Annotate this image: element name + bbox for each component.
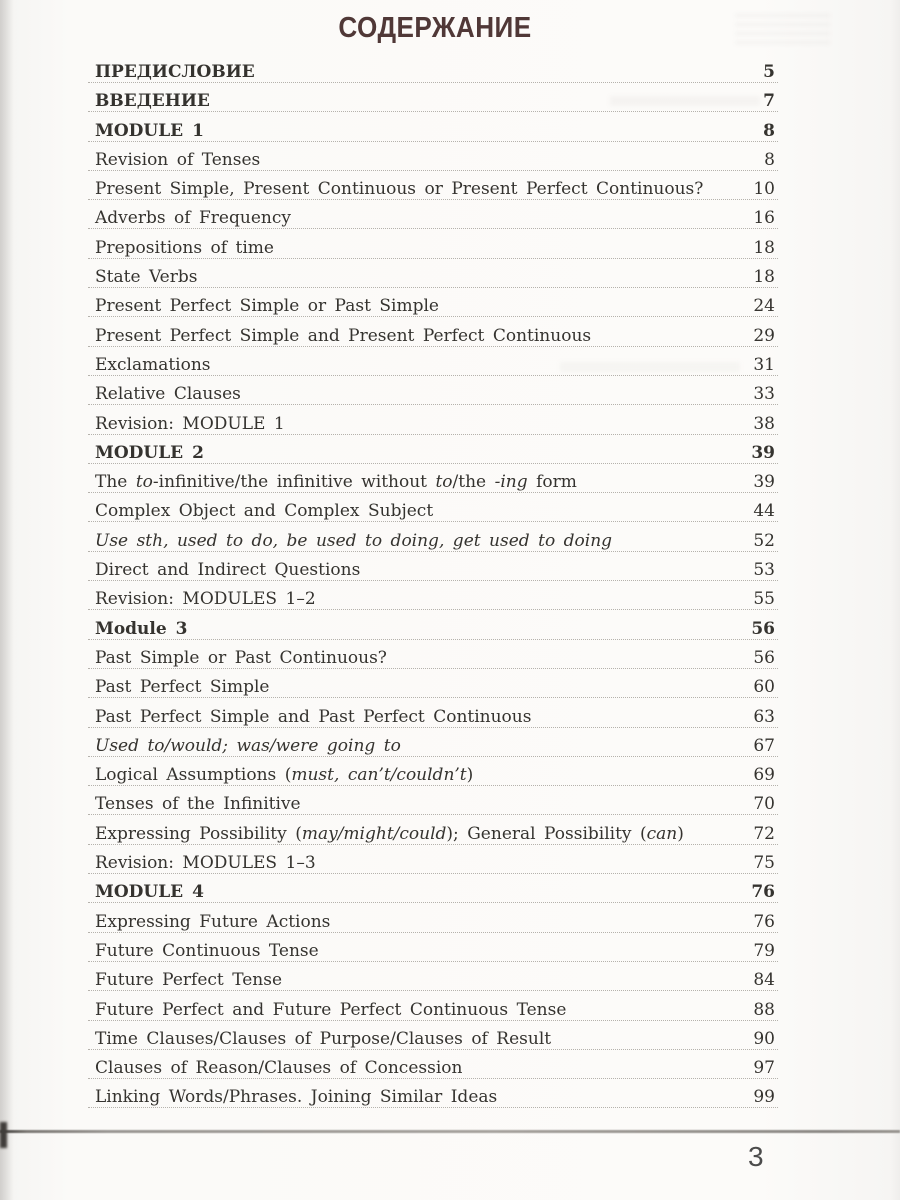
toc-entry-label: Revision: MODULES 1–3 [95, 853, 316, 874]
toc-entry [95, 941, 775, 970]
toc-entry [95, 648, 775, 677]
toc-entry [95, 736, 775, 765]
scan-bleedthrough-artifact [735, 14, 830, 46]
toc-entry-label: Module 3 [95, 618, 188, 639]
toc-entry-label: Clauses of Reason/Clauses of Concession [95, 1058, 463, 1079]
toc-entry [95, 1087, 775, 1116]
toc-entry-page-number: 76 [751, 882, 775, 903]
toc-entry-page-number: 39 [753, 472, 775, 493]
toc-entry-page-number: 5 [763, 62, 775, 82]
toc-entry-page-number: 76 [753, 911, 775, 932]
toc-entry-page-number: 7 [763, 91, 775, 112]
toc-entry-label: Use sth, used to do, be used to doing, get used to doing [95, 530, 613, 551]
toc-entry-page-number: 38 [753, 413, 775, 434]
toc-entry-label: Linking Words/Phrases. Joining Similar Ideas [95, 1087, 498, 1108]
toc-entry-page-number: 44 [753, 501, 775, 522]
toc-entry [95, 443, 775, 472]
toc-entry-page-number: 79 [753, 940, 775, 961]
toc-entry-label: Present Perfect Simple or Past Simple [95, 296, 439, 317]
toc-entry-page-number: 99 [753, 1087, 775, 1108]
toc-entry-label: The to-infinitive/the infinitive without to/the -ing form [95, 472, 577, 493]
toc-entry-label: Expressing Possibility (may/might/could); General Possibility (can) [95, 823, 684, 844]
toc-entry-page-number: 60 [753, 677, 775, 698]
toc-entry [95, 267, 775, 296]
toc-entry-page-number: 72 [753, 823, 775, 844]
toc-entry-page-number: 16 [753, 208, 775, 229]
toc-entry-label: ВВЕДЕНИЕ [95, 91, 210, 112]
toc-entry-label: Expressing Future Actions [95, 911, 331, 932]
toc-entry-label: Adverbs of Frequency [95, 208, 291, 229]
toc-entry-label: Revision of Tenses [95, 149, 261, 170]
toc-entry [95, 970, 775, 999]
toc-entry-page-number: 97 [753, 1058, 775, 1079]
toc-entry-label: Past Simple or Past Continuous? [95, 647, 387, 668]
toc-entry [95, 501, 775, 530]
toc-entry [95, 414, 775, 443]
toc-entry-label: Future Perfect Tense [95, 970, 283, 991]
toc-list [95, 62, 775, 1117]
toc-entry [95, 765, 775, 794]
toc-entry-label: Revision: MODULE 1 [95, 413, 285, 434]
toc-entry-label: Logical Assumptions (must, can’t/couldn’t) [95, 765, 474, 786]
toc-entry-label: MODULE 4 [95, 882, 204, 903]
toc-entry-page-number: 31 [753, 354, 775, 375]
toc-entry-label: Complex Object and Complex Subject [95, 501, 434, 522]
scan-corner-mark [0, 1122, 7, 1148]
toc-entry-page-number: 63 [753, 706, 775, 727]
toc-entry-label: MODULE 2 [95, 442, 204, 463]
toc-entry [95, 326, 775, 355]
toc-entry [95, 912, 775, 941]
toc-entry-page-number: 53 [753, 560, 775, 581]
toc-entry [95, 384, 775, 413]
toc-entry-page-number: 70 [753, 794, 775, 815]
toc-entry-page-number: 67 [753, 735, 775, 756]
toc-entry [95, 296, 775, 325]
page-edge-shadow [0, 0, 14, 1200]
toc-entry-label: Time Clauses/Clauses of Purpose/Clauses of Result [95, 1028, 552, 1049]
page-title: СОДЕРЖАНИЕ [338, 12, 532, 44]
toc-entry [95, 531, 775, 560]
toc-entry-label: ПРЕДИСЛОВИЕ [95, 62, 255, 82]
toc-entry [95, 824, 775, 853]
toc-entry-page-number: 56 [751, 618, 775, 639]
toc-entry-page-number: 10 [753, 179, 775, 200]
toc-entry [95, 677, 775, 706]
toc-entry [95, 355, 775, 384]
toc-entry [95, 150, 775, 179]
toc-entry-label: MODULE 1 [95, 120, 204, 141]
toc-entry [95, 91, 775, 120]
toc-entry-label: Revision: MODULES 1–2 [95, 589, 316, 610]
toc-entry-page-number: 8 [763, 120, 775, 141]
toc-entry-page-number: 24 [753, 296, 775, 317]
toc-entry-label: Future Continuous Tense [95, 940, 319, 961]
toc-entry [95, 619, 775, 648]
toc-entry [95, 121, 775, 150]
toc-entry [95, 1029, 775, 1058]
toc-entry-label: Tenses of the Infinitive [95, 794, 301, 815]
toc-entry-page-number: 69 [753, 765, 775, 786]
toc-entry [95, 238, 775, 267]
toc-entry [95, 853, 775, 882]
toc-entry-page-number: 56 [753, 647, 775, 668]
toc-entry [95, 1000, 775, 1029]
toc-entry [95, 707, 775, 736]
toc-entry [95, 589, 775, 618]
toc-entry-label: Used to/would; was/were going to [95, 735, 401, 756]
toc-entry [95, 882, 775, 911]
toc-entry-page-number: 84 [753, 970, 775, 991]
toc-entry-label: Direct and Indirect Questions [95, 560, 361, 581]
toc-entry-page-number: 8 [764, 149, 775, 170]
toc-entry-label: Past Perfect Simple and Past Perfect Continuous [95, 706, 532, 727]
toc-entry-label: Relative Clauses [95, 384, 241, 405]
toc-entry [95, 794, 775, 823]
toc-entry [95, 179, 775, 208]
toc-entry [95, 1058, 775, 1087]
toc-entry-label: Prepositions of time [95, 237, 274, 258]
toc-entry-label: State Verbs [95, 267, 198, 288]
toc-entry-page-number: 90 [753, 1028, 775, 1049]
toc-entry-page-number: 55 [753, 589, 775, 610]
toc-entry-page-number: 29 [753, 325, 775, 346]
toc-entry [95, 62, 775, 91]
toc-entry-page-number: 88 [753, 999, 775, 1020]
toc-entry-label: Present Simple, Present Continuous or Present Perfect Continuous? [95, 179, 704, 200]
toc-entry-label: Exclamations [95, 354, 211, 375]
toc-entry-label: Present Perfect Simple and Present Perfect Continuous [95, 325, 592, 346]
page-number: 3 [748, 1141, 764, 1172]
toc-entry [95, 560, 775, 589]
toc-entry-page-number: 33 [753, 384, 775, 405]
toc-entry [95, 472, 775, 501]
toc-entry-page-number: 39 [751, 442, 775, 463]
toc-entry [95, 208, 775, 237]
toc-entry-label: Future Perfect and Future Perfect Continuous Tense [95, 999, 567, 1020]
toc-entry-page-number: 18 [753, 237, 775, 258]
toc-entry-page-number: 18 [753, 267, 775, 288]
footer-rule [0, 1130, 900, 1133]
toc-entry-label: Past Perfect Simple [95, 677, 270, 698]
toc-entry-page-number: 52 [753, 530, 775, 551]
toc-entry-page-number: 75 [753, 853, 775, 874]
